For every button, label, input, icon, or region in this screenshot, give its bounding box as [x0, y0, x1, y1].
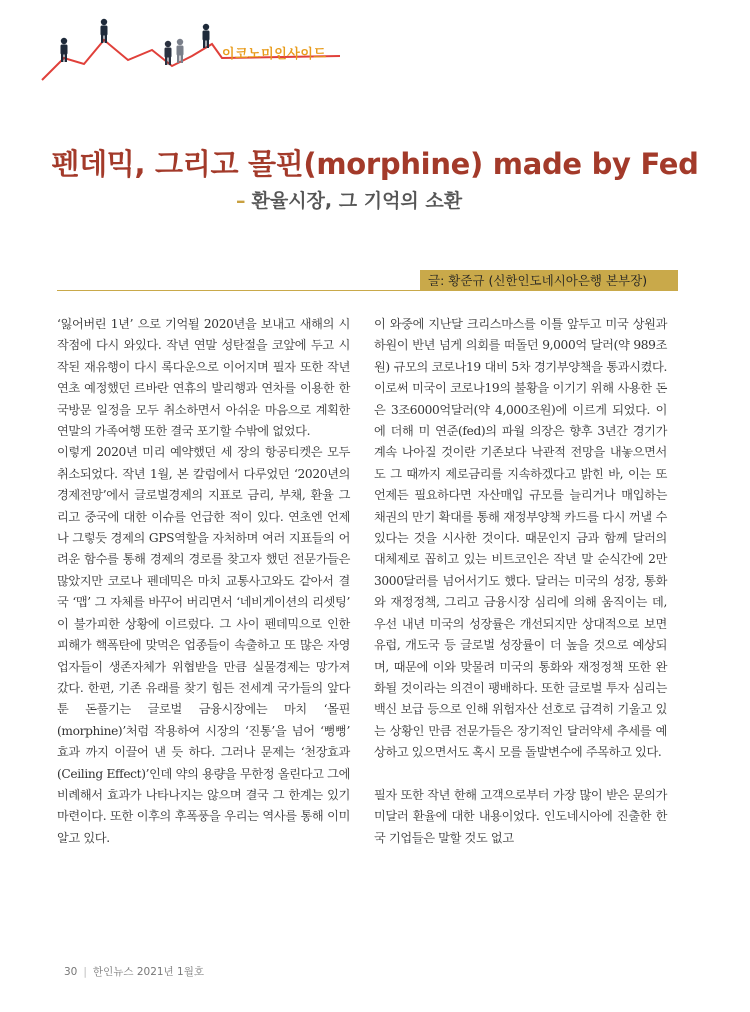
subtitle-text: 환율시장, 그 기억의 소환 [251, 190, 463, 212]
body-paragraph: 필자 또한 작년 한해 고객으로부터 가장 많이 받은 문의가 미달러 환율에 대한 내용이었다. 인도네시아에 진출한 한국 기업들은 말할 것도 없고 [374, 787, 667, 845]
body-paragraph-spacer [374, 764, 667, 785]
page-footer [64, 964, 204, 979]
businessman-figure-5 [203, 24, 210, 48]
page-number: 30 [64, 966, 78, 978]
body-paragraph: ‘잃어버린 1년’ 으로 기억될 2020년을 보내고 새해의 시작점에 다시 와있다. 작년 연말 성탄절을 코앞에 두고 시작된 재유행이 다시 록다운으로 이어지며 필자 또한 작년 연초 예정했던 르바란 연휴의 발리행과 연차를 이용한 한국방문 일정을 모두 취소하면서 아쉬운 마음으로 계획한 연말의 가족여행 또한 결국 포기할 수밖에 없었다. [57, 317, 350, 439]
footer-separator: | [83, 966, 87, 978]
body-paragraph: 이 와중에 지난달 크리스마스를 이틀 앞두고 미국 상원과 하원이 반년 넘게 의회를 떠돌던 9,000억 달러(약 989조원) 규모의 코로나19 대비 5차 경기부양책을 통과시켰다. 이로써 미국이 코로나19의 불황을 이기기 위해 사용한 돈은 3조6000억달러(약 4,000조원)에 이르게 되었다. 이에 더해 미 연준(fed)의 파월 의장은 향후 3년간 경기가 계속 나아질 것이란 기존보다 낙관적 전망을 내놓으면서도 그 때까지 제로금리를 지속하겠다고 밝힌 바, 이는 또 언제든 필요하다면 자산매입 규모를 늘리거나 매입하는 채권의 만기 확대를 통해 재정부양책 카드를 다시 꺼낼 수 있다는 것을 시사한 것이다. 때문인지 금과 함께 달러의 대체제로 꼽히고 있는 비트코인은 작년 말 순식간에 2만3000달러를 넘어서기도 했다. 달러는 미국의 성장, 통화와 재정정책, 그리고 금융시장 심리에 의해 움직이는 데, 우선 내년 미국의 성장률은 개선되지만 상대적으로 보면 유럽, 개도국 등 글로벌 성장률이 더 높을 것으로 예상되며, 때문에 이와 맞물려 미국의 통화와 재정정책 또한 완화될 것이라는 의견이 팽배하다. 또한 글로벌 투자 심리는 백신 보급 등으로 인해 위험자산 선호로 급격히 기울고 있는 상황인 만큼 전문가들은 장기적인 달러약세 추세를 예상하고 있으면서도 혹시 모를 돌발변수에 주목하고 있다. [374, 317, 667, 760]
article-title: 펜데믹, 그리고 몰핀(morphine) made by Fed [51, 147, 699, 181]
body-column-right [374, 314, 667, 849]
publication-issue: 한인뉴스 2021년 1월호 [92, 966, 204, 978]
byline-divider [57, 290, 678, 291]
author-byline: 글: 황준규 (신한인도네시아은행 본부장) [420, 270, 678, 291]
section-label: 이코노미인사이드 [222, 47, 327, 62]
subtitle-dash: – [236, 190, 246, 212]
businessman-figure-3 [165, 41, 172, 65]
body-paragraph: 이렇게 2020년 미리 예약했던 세 장의 항공티켓은 모두 취소되었다. 작년 1월, 본 칼럼에서 다루었던 ‘2020년의 경제전망’에서 글로벌경제의 지표로 금리, 부채, 환율 그리고 중국에 대한 이슈를 언급한 적이 있다. 연초엔 언제나 그렇듯 경제의 GPS역할을 자처하며 여러 지표들의 어려운 함수를 통해 경제의 경로를 찾고자 했던 전문가들은 많았지만 코로나 펜데믹은 마치 교통사고와도 같아서 결국 ‘맵’ 그 자체를 바꾸어 버리면서 ‘네비게이션의 리셋팅’ 이 불가피한 상황에 이르렀다. 그 사이 펜데믹으로 인한 피해가 핵폭탄에 맞먹은 업종들이 속출하고 또 많은 자영업자들이 생존자체가 위협받을 만큼 실물경제는 망가져 갔다. 한편, 기존 유래를 찾기 힘든 전세계 국가들의 앞다툰 돈풀기는 글로벌 금융시장에는 마치 ‘몰핀(morphine)’처럼 작용하여 시장의 ‘진통’을 넘어 ‘뻥뻥’ 효과 까지 이끌어 낸 듯 하다. 그러나 문제는 ‘천장효과(Ceiling Effect)’인데 약의 용량을 무한정 올린다고 그에 비례해서 효과가 나타나지는 않으며 결국 그 한계는 있기 마련이다. 또한 이후의 후폭풍을 우리는 역사를 통해 이미 알고 있다. [57, 445, 350, 845]
businessman-figure-4 [177, 39, 184, 63]
article-subtitle [236, 186, 462, 213]
body-column-left [57, 314, 350, 849]
